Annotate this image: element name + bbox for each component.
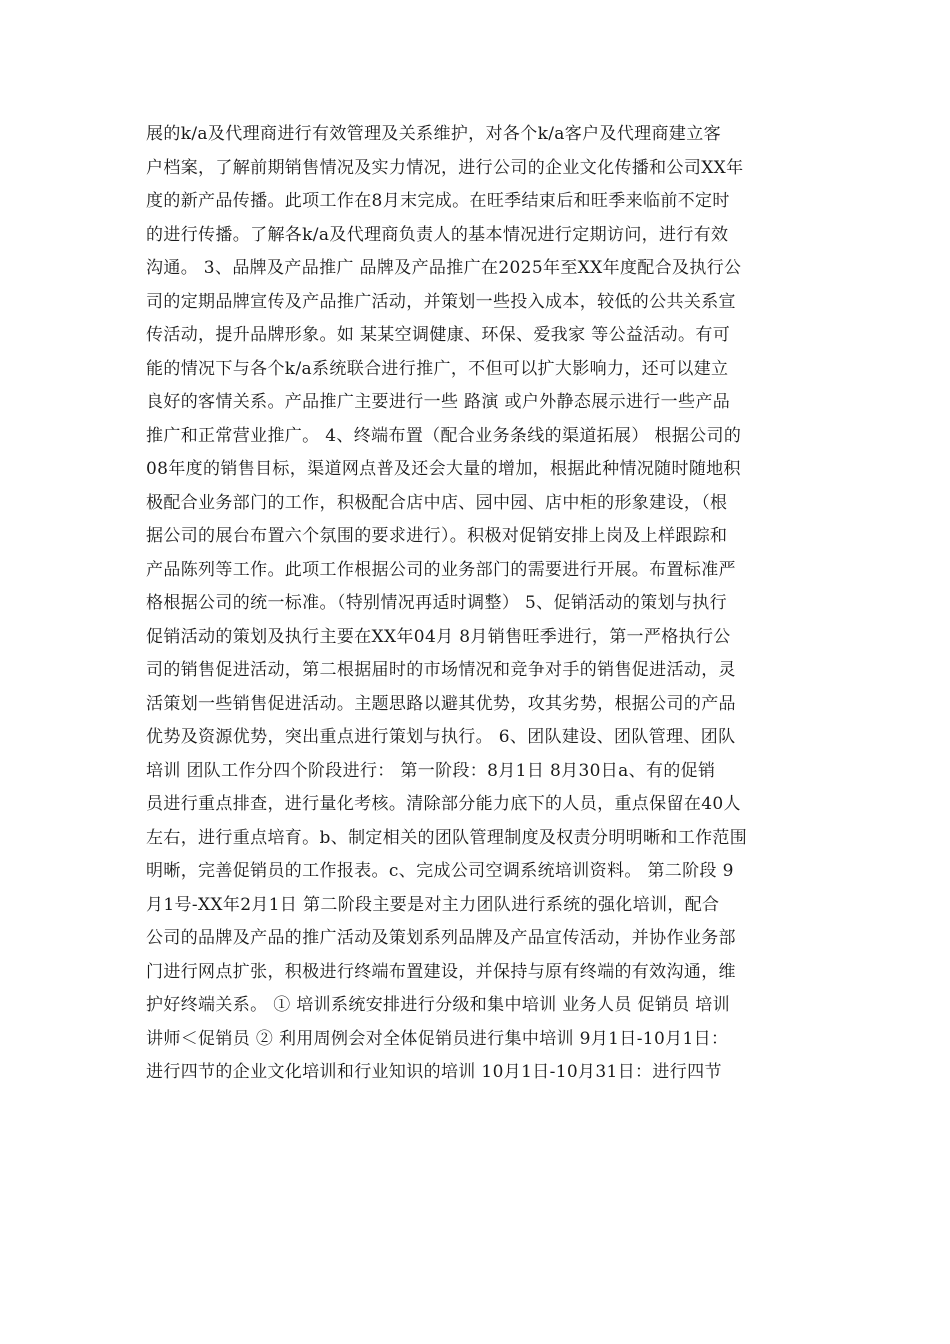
text-line-1: 展的k/a及代理商进行有效管理及关系维护，对各个k/a客户及代理商建立客 <box>146 124 721 144</box>
text-line-8: 能的情况下与各个k/a系统联合进行推广，不但可以扩大影响力，还可以建立 <box>146 358 729 379</box>
text-line-24: 月1号-XX年2月1日 第二阶段主要是对主力团队进行系统的强化培训，配合 <box>146 894 720 915</box>
text-line-5: 沟通。 3、品牌及产品推广 品牌及产品推广在2025年至XX年度配合及执行公 <box>146 258 742 278</box>
text-line-12: 极配合业务部门的工作，积极配合店中店、园中园、店中柜的形象建设，（根 <box>146 492 728 513</box>
text-line-16: 促销活动的策划及执行主要在XX年04月 8月销售旺季进行，第一严格执行公 <box>146 626 731 647</box>
text-line-18: 活策划一些销售促进活动。主题思路以避其优势，攻其劣势，根据公司的产品 <box>146 693 736 714</box>
text-line-23: 明晰，完善促销员的工作报表。c、完成公司空调系统培训资料。 第二阶段 9 <box>146 861 734 881</box>
text-line-20: 培训 团队工作分四个阶段进行： 第一阶段：8月1日 8月30日a、有的促销 <box>146 760 716 781</box>
text-line-9: 良好的客情关系。产品推广主要进行一些 路演 或户外静态展示进行一些产品 <box>146 392 731 412</box>
text-line-26: 门进行网点扩张，积极进行终端布置建设，并保持与原有终端的有效沟通，维 <box>146 961 736 982</box>
text-line-7: 传活动，提升品牌形象。如 某某空调健康、环保、爱我家 等公益活动。有可 <box>146 325 731 345</box>
text-line-29: 进行四节的企业文化培训和行业知识的培训 10月1日-10月31日：进行四节 <box>146 1062 722 1082</box>
text-line-2: 户档案，了解前期销售情况及实力情况，进行公司的企业文化传播和公司XX年 <box>146 157 744 178</box>
text-line-21: 员进行重点排查，进行量化考核。清除部分能力底下的人员，重点保留在40人 <box>146 794 741 814</box>
text-line-3: 度的新产品传播。此项工作在8月末完成。在旺季结束后和旺季来临前不定时 <box>146 191 730 211</box>
text-line-4: 的进行传播。了解各k/a及代理商负责人的基本情况进行定期访问，进行有效 <box>146 224 729 245</box>
text-line-10: 推广和正常营业推广。 4、终端布置（配合业务条线的渠道拓展） 根据公司的 <box>146 425 742 446</box>
text-line-6: 司的定期品牌宣传及产品推广活动，并策划一些投入成本，较低的公共关系宣 <box>146 291 736 312</box>
text-line-14: 产品陈列等工作。此项工作根据公司的业务部门的需要进行开展。布置标准严 <box>146 559 736 580</box>
body-text <box>146 118 806 1090</box>
text-line-11: 08年度的销售目标，渠道网点普及还会大量的增加，根据此种情况随时随地积 <box>146 459 741 479</box>
text-line-17: 司的销售促进活动，第二根据届时的市场情况和竞争对手的销售促进活动，灵 <box>146 660 736 680</box>
text-line-25: 公司的品牌及产品的推广活动及策划系列品牌及产品宣传活动，并协作业务部 <box>146 928 736 948</box>
text-line-22: 左右，进行重点培育。b、制定相关的团队管理制度及权责分明明晰和工作范围 <box>146 827 748 848</box>
text-line-15: 格根据公司的统一标准。（特别情况再适时调整） 5、促销活动的策划与执行 <box>146 593 727 613</box>
text-line-19: 优势及资源优势，突出重点进行策划与执行。 6、团队建设、团队管理、团队 <box>146 727 736 747</box>
text-line-28: 讲师＜促销员 ② 利用周例会对全体促销员进行集中培训 9月1日-10月1日： <box>146 1028 729 1049</box>
text-line-27: 护好终端关系。 ① 培训系统安排进行分级和集中培训 业务人员 促销员 培训 <box>146 995 730 1015</box>
text-line-13: 据公司的展台布置六个氛围的要求进行）。积极对促销安排上岗及上样跟踪和 <box>146 526 728 546</box>
